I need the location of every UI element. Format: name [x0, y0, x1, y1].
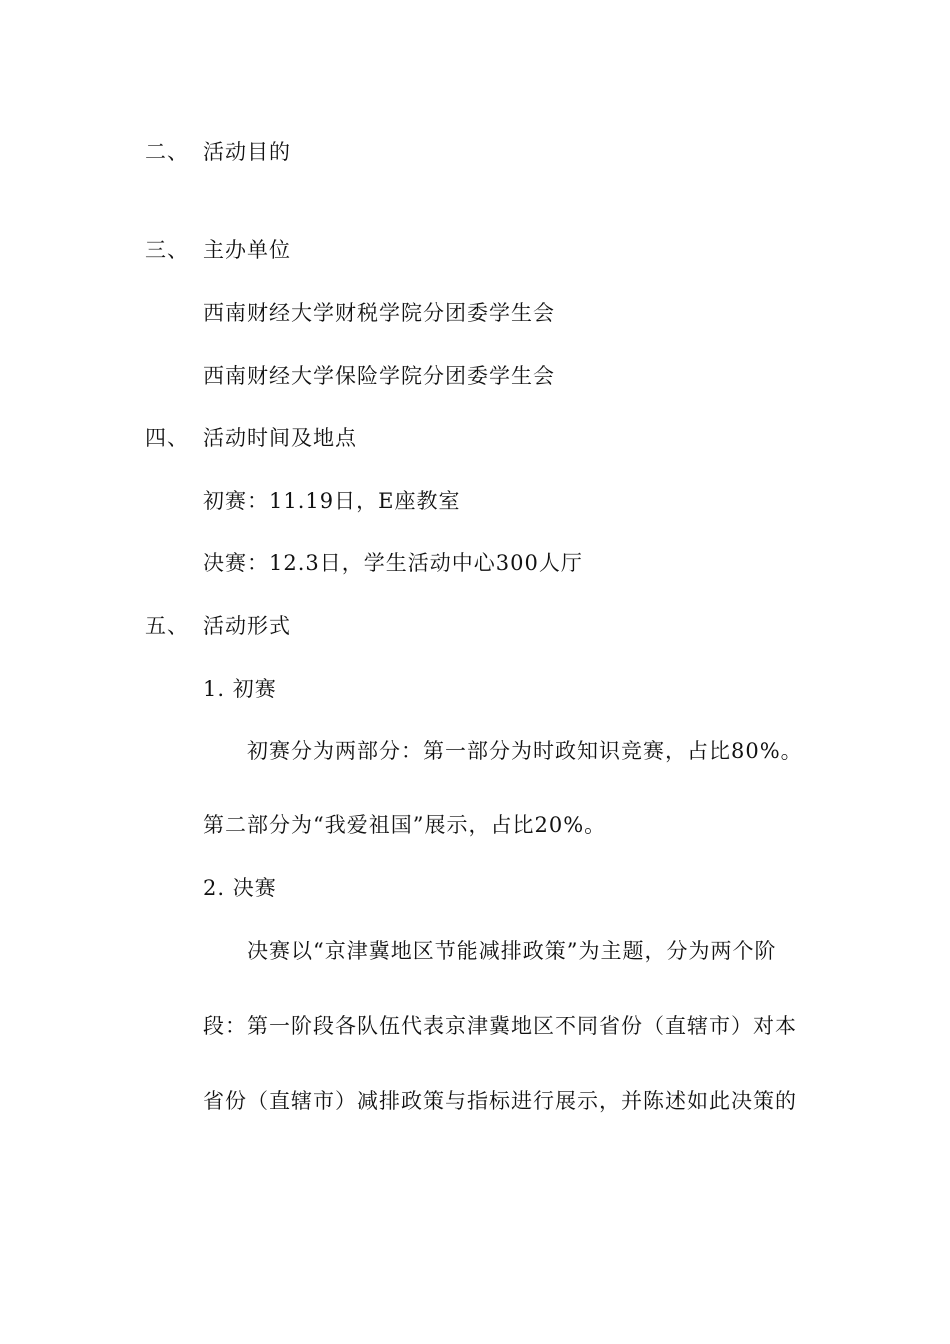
- section-number: 二、: [145, 140, 189, 164]
- paragraph-line: 决赛以“京津冀地区节能减排政策”为主题，分为两个阶: [247, 939, 777, 963]
- section-number: 五、: [145, 614, 189, 638]
- section-title: 活动形式: [203, 614, 291, 638]
- format-preliminary-heading: 1. 初赛: [203, 677, 277, 701]
- section-title: 主办单位: [203, 238, 291, 262]
- format-final-heading: 2. 决赛: [203, 876, 277, 900]
- organizer-line: 西南财经大学财税学院分团委学生会: [203, 301, 555, 325]
- organizer-line: 西南财经大学保险学院分团委学生会: [203, 364, 555, 388]
- section-number: 三、: [145, 238, 189, 262]
- paragraph-line: 第二部分为“我爱祖国”展示，占比20%。: [203, 813, 607, 837]
- paragraph-line: 初赛分为两部分：第一部分为时政知识竞赛，占比80%。: [247, 739, 803, 763]
- schedule-final: 决赛：12.3日，学生活动中心300人厅: [203, 551, 583, 575]
- schedule-preliminary: 初赛：11.19日，E座教室: [203, 489, 461, 513]
- section-title: 活动时间及地点: [203, 426, 357, 450]
- section-number: 四、: [145, 426, 189, 450]
- paragraph-line: 段：第一阶段各队伍代表京津冀地区不同省份（直辖市）对本: [203, 1014, 797, 1038]
- section-title: 活动目的: [203, 140, 291, 164]
- paragraph-line: 省份（直辖市）减排政策与指标进行展示，并陈述如此决策的: [203, 1089, 797, 1113]
